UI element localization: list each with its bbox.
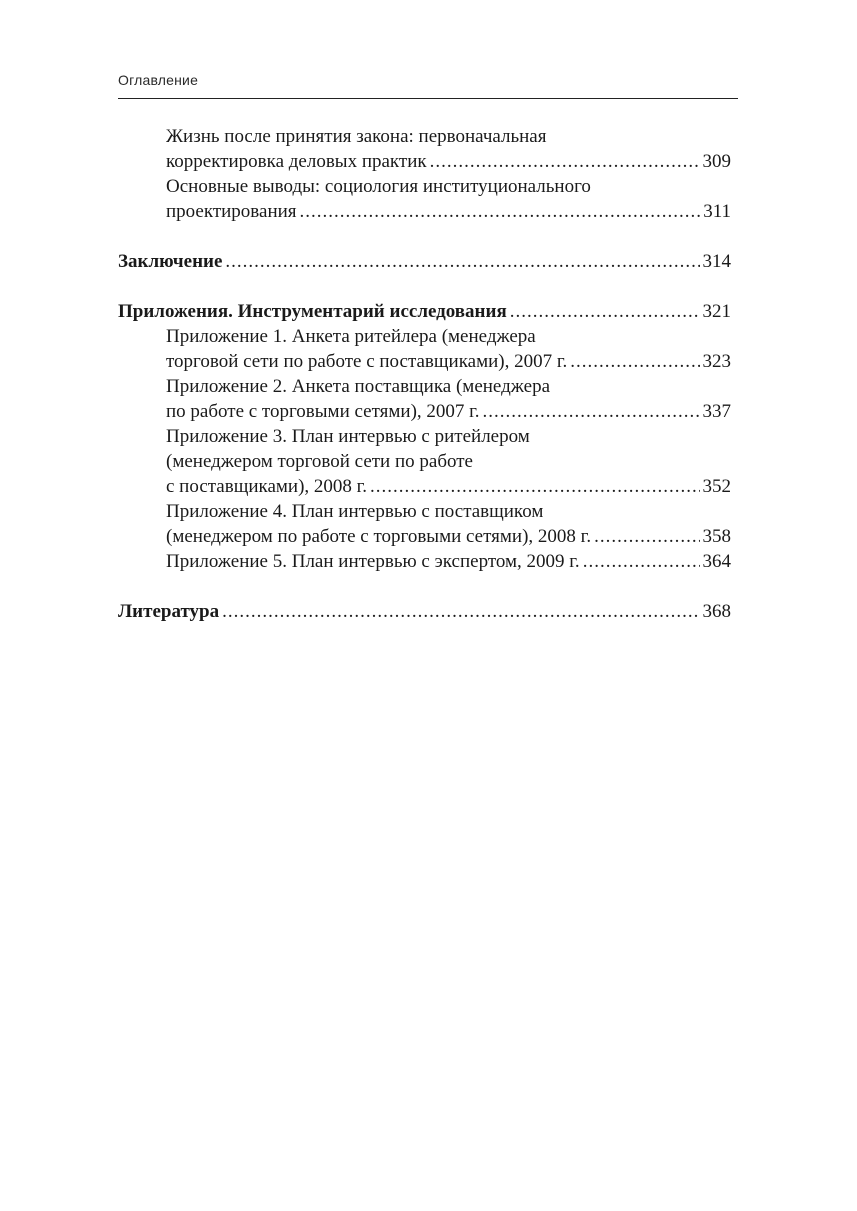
dot-leader <box>483 399 700 424</box>
page-number: 368 <box>702 601 731 622</box>
page-number: 314 <box>702 251 731 272</box>
toc-entry-appendix-5[interactable] <box>118 549 731 574</box>
toc-entry-conclusion[interactable] <box>118 249 731 274</box>
page-number: 364 <box>702 551 731 572</box>
page-number: 337 <box>702 401 731 422</box>
toc-entry-text: Приложение 3. План интервью с ритейлером <box>166 426 530 447</box>
toc-entry-appendices[interactable] <box>118 299 731 324</box>
page-number: 358 <box>702 526 731 547</box>
toc-entry-after-law[interactable] <box>118 124 731 174</box>
toc-entry-text: торговой сети по работе с поставщиками), 2007 г. <box>166 351 568 372</box>
page-number: 309 <box>702 151 731 172</box>
toc-entry-text: Приложение 1. Анкета ритейлера (менеджера <box>166 326 536 347</box>
page-number: 323 <box>702 351 731 372</box>
toc-entry-title: Заключение <box>118 251 223 272</box>
toc-entry-text: проектирования <box>166 201 297 222</box>
toc-entry-text: Приложение 5. План интервью с экспертом, 2009 г. <box>166 551 580 572</box>
page-number: 311 <box>703 201 731 222</box>
dot-leader <box>594 524 699 549</box>
dot-leader <box>300 199 701 224</box>
toc-entry-title: Приложения. Инструментарий исследования <box>118 301 507 322</box>
toc-entry-literature[interactable] <box>118 599 731 624</box>
toc-entry-title: Литература <box>118 601 220 622</box>
page-number: 352 <box>702 476 731 497</box>
toc-entry-appendix-3[interactable] <box>118 424 731 499</box>
toc-entry-appendix-1[interactable] <box>118 324 731 374</box>
toc-entry-appendix-4[interactable] <box>118 499 731 549</box>
toc-entry-text: по работе с торговыми сетями), 2007 г. <box>166 401 480 422</box>
dot-leader <box>583 549 700 574</box>
toc-entry-text: корректировка деловых практик <box>166 151 427 172</box>
header-rule <box>118 98 738 99</box>
dot-leader <box>510 299 700 324</box>
toc-entry-text: Жизнь после принятия закона: первоначальная <box>166 126 547 147</box>
toc-entry-text: (менеджером торговой сети по работе <box>166 451 473 472</box>
toc-entry-text: Приложение 4. План интервью с поставщиком <box>166 501 544 522</box>
toc-entry-text: Приложение 2. Анкета поставщика (менеджера <box>166 376 551 397</box>
toc-entry-text: Основные выводы: социология институционального <box>166 176 591 197</box>
dot-leader <box>570 349 699 374</box>
running-head: Оглавление <box>118 72 199 88</box>
dot-leader <box>222 599 699 624</box>
toc-entry-text: с поставщиками), 2008 г. <box>166 476 368 497</box>
dot-leader <box>370 474 699 499</box>
toc-entry-appendix-2[interactable] <box>118 374 731 424</box>
table-of-contents <box>118 124 731 624</box>
toc-entry-text: (менеджером по работе с торговыми сетями), 2008 г. <box>166 526 592 547</box>
toc-entry-main-conclusions[interactable] <box>118 174 731 224</box>
dot-leader <box>225 249 699 274</box>
page-number: 321 <box>702 301 731 322</box>
dot-leader <box>430 149 700 174</box>
